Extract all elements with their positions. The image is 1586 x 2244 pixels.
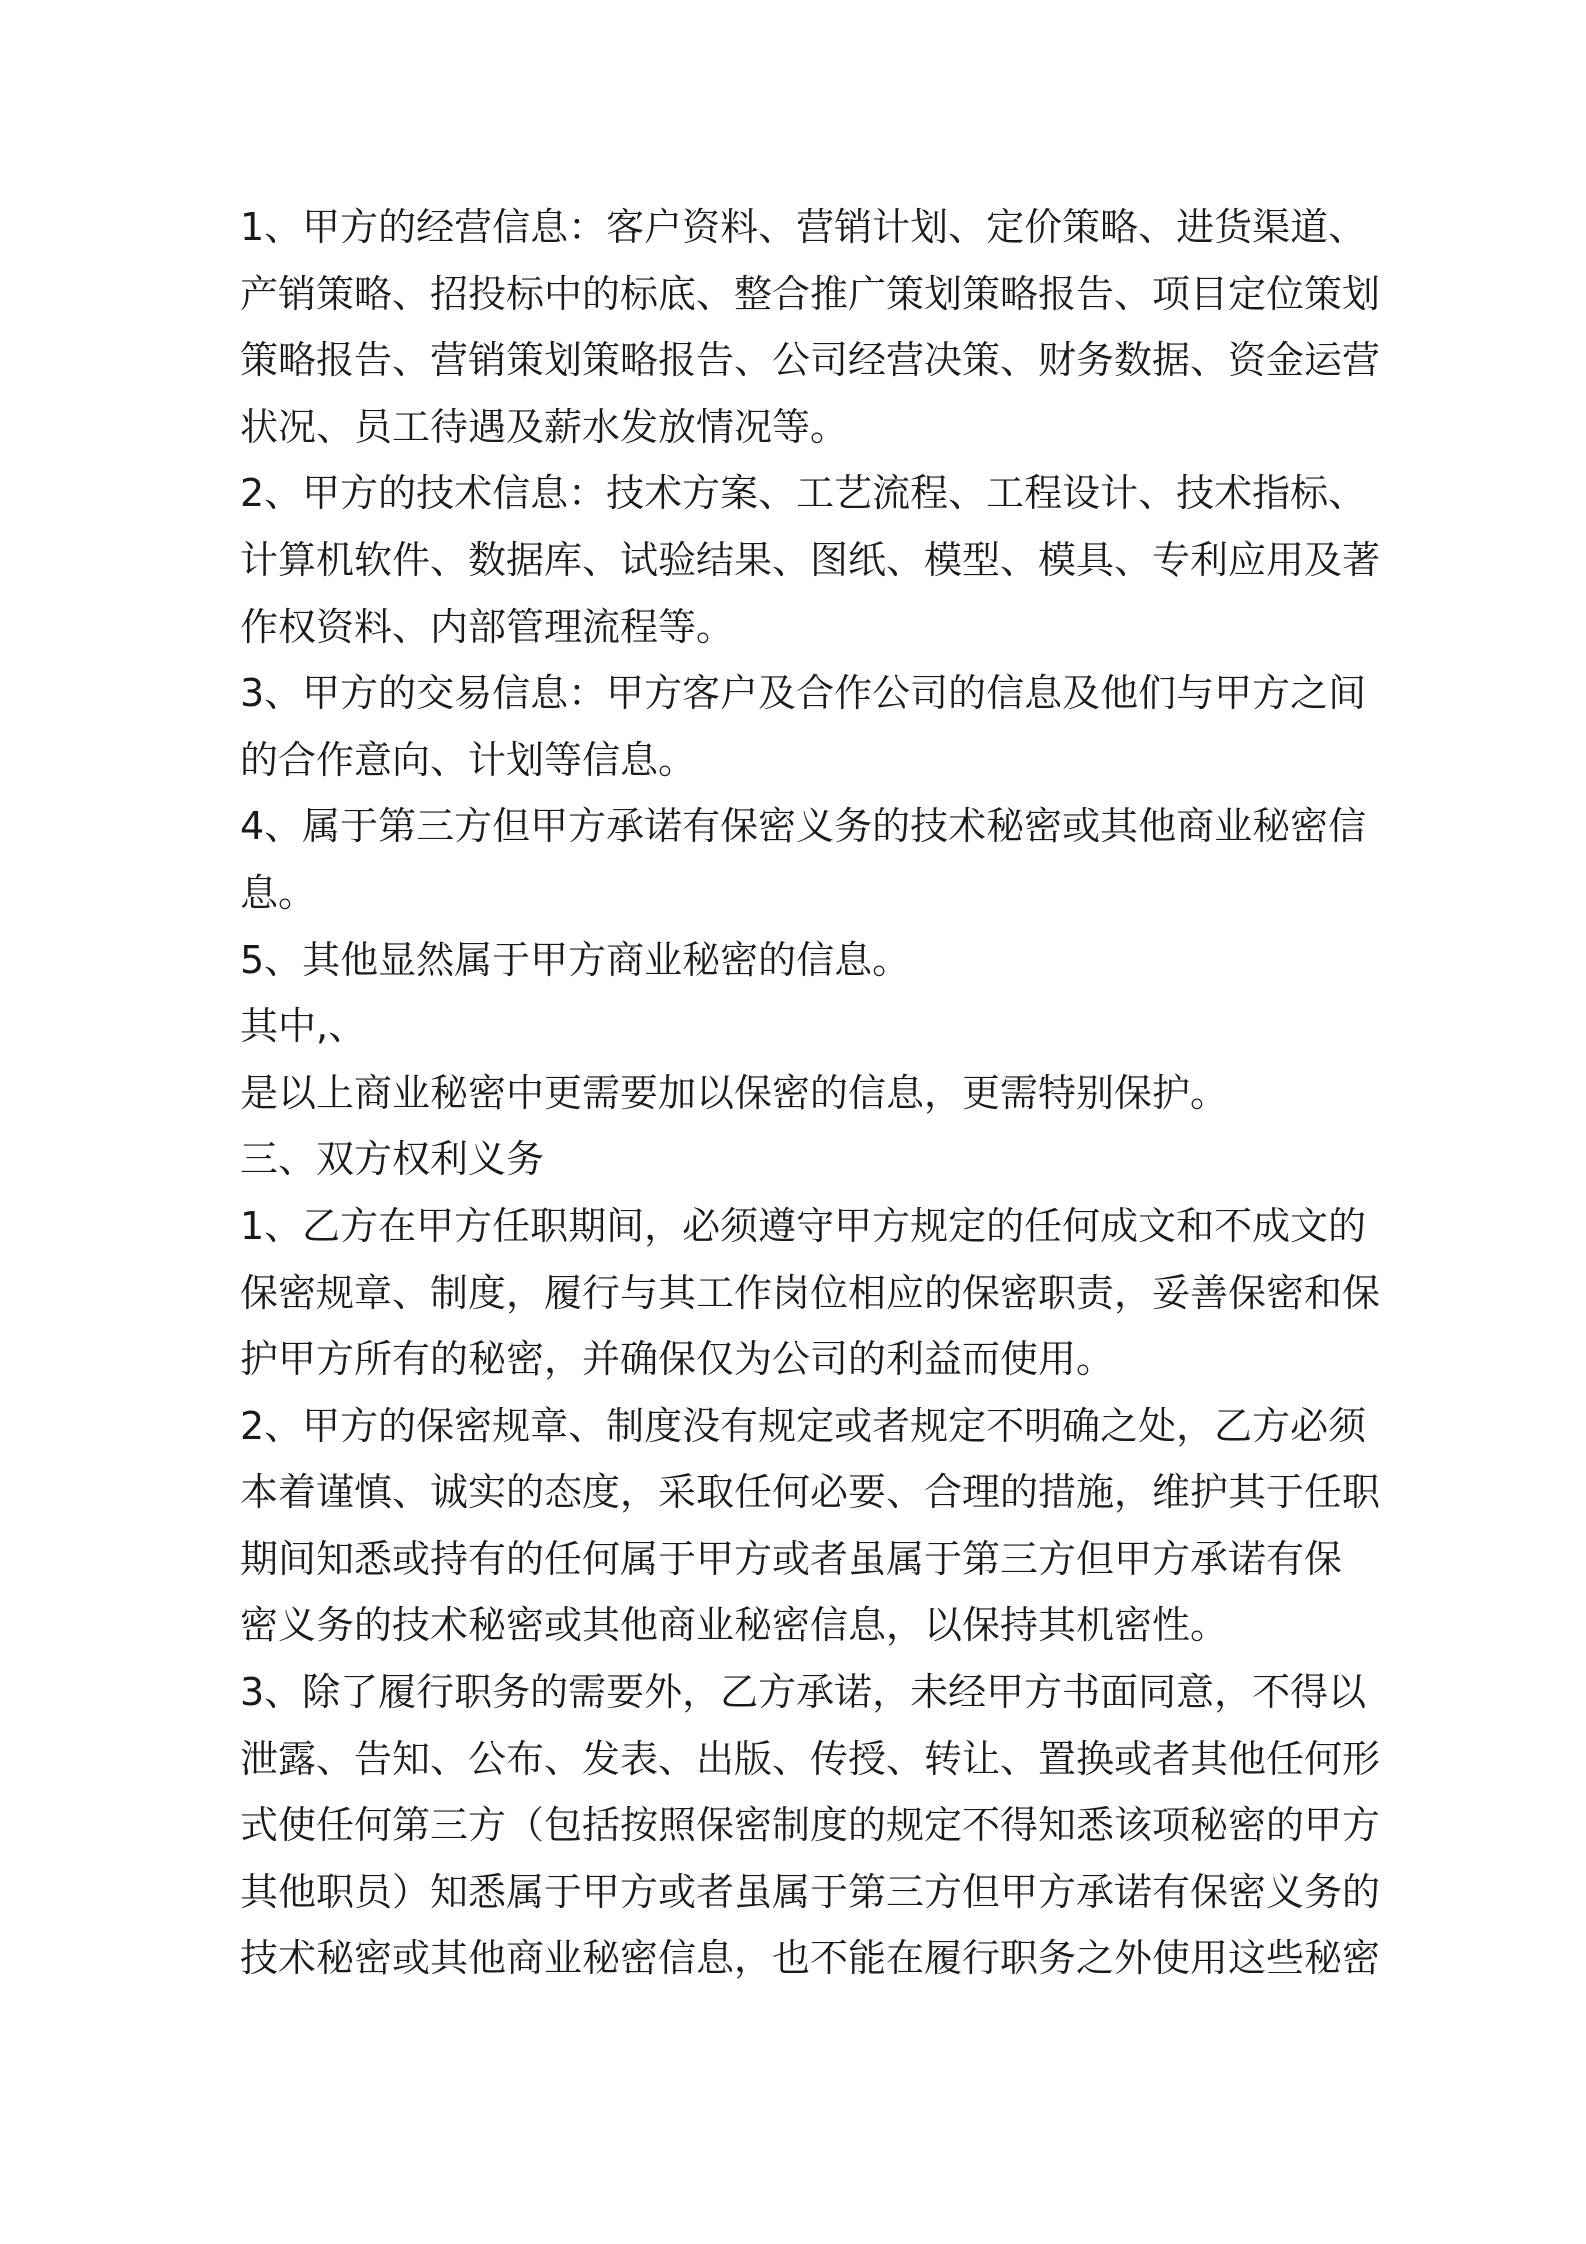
text-line: 2、甲方的保密规章、制度没有规定或者规定不明确之处，乙方必须 — [240, 1403, 1367, 1448]
text-line: 5、其他显然属于甲方商业秘密的信息。 — [240, 937, 911, 982]
text-line: 3、甲方的交易信息：甲方客户及合作公司的信息及他们与甲方之间 — [240, 671, 1367, 716]
text-line: 技术秘密或其他商业秘密信息，也不能在履行职务之外使用这些秘密 — [240, 1936, 1381, 1981]
text-line: 泄露、告知、公布、发表、出版、传授、转让、置换或者其他任何形 — [240, 1736, 1381, 1781]
text-line: 是以上商业秘密中更需要加以保密的信息，更需特别保护。 — [240, 1070, 1229, 1115]
text-line: 2、甲方的技术信息：技术方案、工艺流程、工程设计、技术指标、 — [240, 471, 1367, 516]
text-line: 作权资料、内部管理流程等。 — [240, 604, 735, 649]
text-line: 状况、员工待遇及薪水发放情况等。 — [240, 404, 849, 449]
text-line: 其中,、 — [240, 1004, 367, 1049]
document-body — [240, 194, 1381, 1992]
text-line: 息。 — [240, 870, 317, 915]
text-line: 期间知悉或持有的任何属于甲方或者虽属于第三方但甲方承诺有保 — [240, 1536, 1343, 1581]
text-line: 计算机软件、数据库、试验结果、图纸、模型、模具、专利应用及著 — [240, 537, 1381, 582]
text-line: 的合作意向、计划等信息。 — [240, 737, 697, 782]
text-line: 产销策略、招投标中的标底、整合推广策划策略报告、项目定位策划 — [240, 271, 1381, 316]
text-line: 本着谨慎、诚实的态度，采取任何必要、合理的措施，维护其于任职 — [240, 1470, 1381, 1515]
text-line: 密义务的技术秘密或其他商业秘密信息，以保持其机密性。 — [240, 1603, 1229, 1648]
text-line: 3、除了履行职务的需要外，乙方承诺，未经甲方书面同意，不得以 — [240, 1670, 1367, 1715]
text-line: 保密规章、制度，履行与其工作岗位相应的保密职责，妥善保密和保 — [240, 1270, 1381, 1315]
text-line: 策略报告、营销策划策略报告、公司经营决策、财务数据、资金运营 — [240, 338, 1381, 383]
text-line: 其他职员）知悉属于甲方或者虽属于第三方但甲方承诺有保密义务的 — [240, 1869, 1381, 1914]
text-line: 护甲方所有的秘密，并确保仅为公司的利益而使用。 — [240, 1337, 1115, 1382]
text-line: 1、甲方的经营信息：客户资料、营销计划、定价策略、进货渠道、 — [240, 205, 1367, 249]
text-line: 1、乙方在甲方任职期间，必须遵守甲方规定的任何成文和不成文的 — [240, 1203, 1367, 1248]
section-heading: 三、双方权利义务 — [240, 1137, 545, 1182]
text-line: 式使任何第三方（包括按照保密制度的规定不得知悉该项秘密的甲方 — [240, 1803, 1381, 1848]
text-line: 4、属于第三方但甲方承诺有保密义务的技术秘密或其他商业秘密信 — [240, 804, 1367, 849]
